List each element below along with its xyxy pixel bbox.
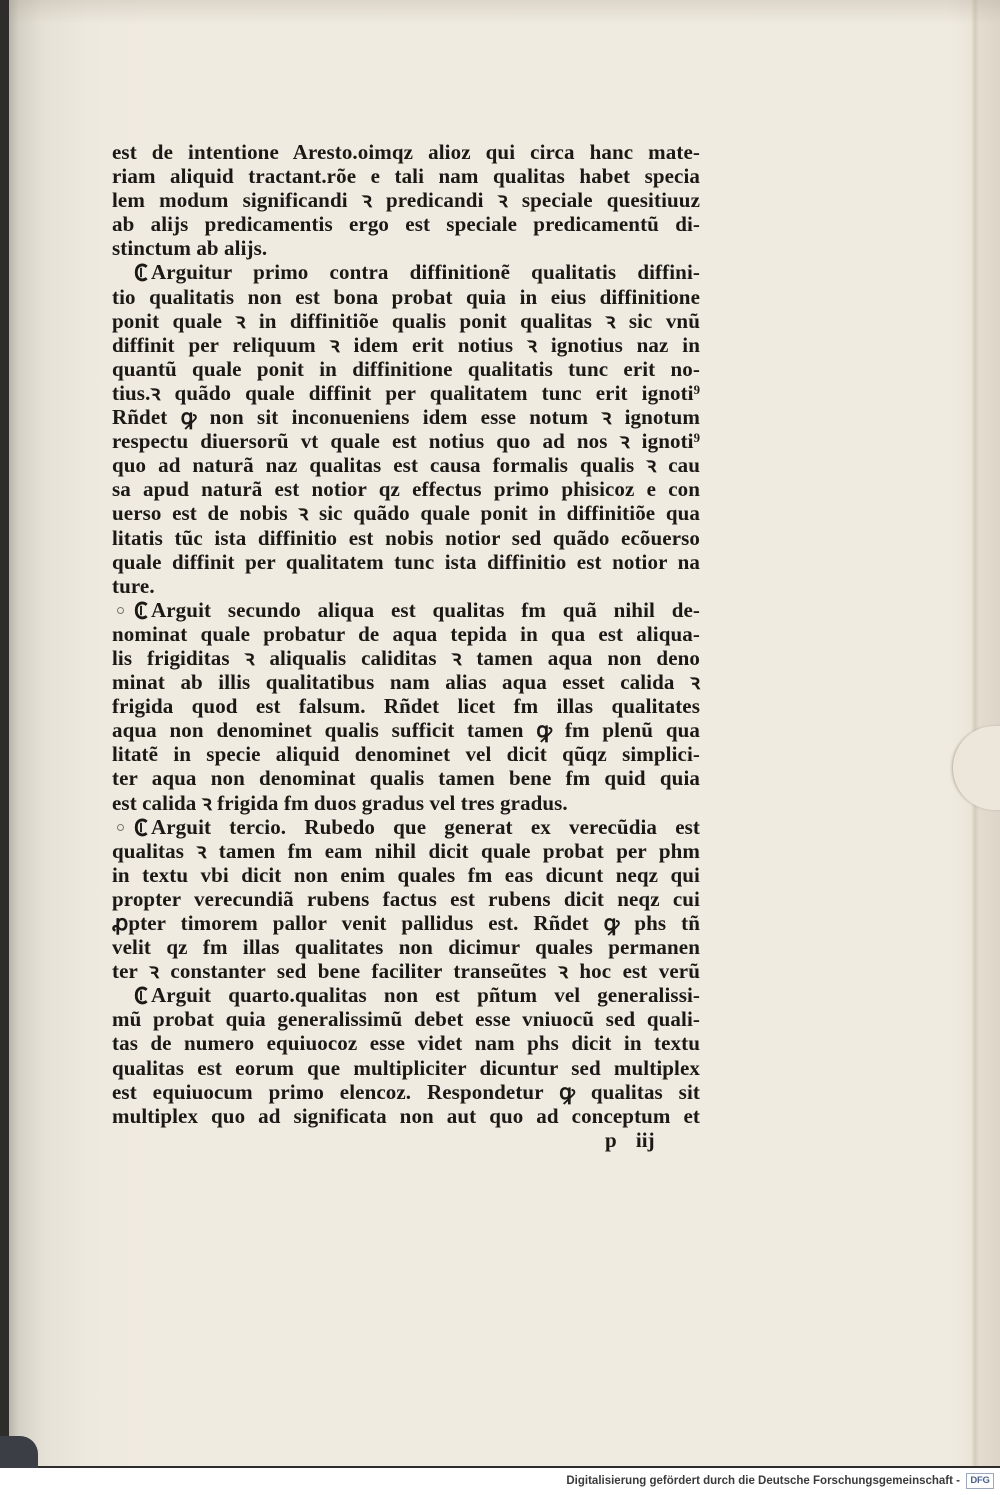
line-text: Arguit tercio. Rubedo que generat ex verecũdia est xyxy=(151,814,700,839)
line-text: est calida ꝛ frigida fm duos gradus vel tres gradus. xyxy=(112,790,568,815)
line-text: diffinit per reliquum ꝛ idem erit notius ꝛ ignotius naz in xyxy=(112,332,700,357)
line-text: multiplex quo ad significata non aut quo ad conceptum et xyxy=(112,1103,700,1128)
text-line xyxy=(112,164,700,188)
text-line xyxy=(112,309,700,333)
line-text: frigida quod est falsum. Rñdet licet fm illas qualitates xyxy=(112,694,700,719)
line-text: propter verecundiã rubens factus est rubens dicit neqz cui xyxy=(112,886,700,911)
line-text: tas de numero equiuocoz esse videt nam phs dicit in textu xyxy=(112,1031,700,1056)
text-line xyxy=(112,453,700,477)
text-line xyxy=(112,501,700,525)
text-line xyxy=(112,405,700,429)
text-line xyxy=(112,766,700,790)
capitulum-icon xyxy=(133,818,149,837)
capitulum-icon xyxy=(133,986,149,1005)
footer-bar xyxy=(0,1468,1000,1495)
text-line xyxy=(112,983,700,1007)
line-text: ꝓpter timorem pallor venit pallidus est. Rñdet ꝙ phs tñ xyxy=(112,911,700,935)
funding-credit: Digitalisierung gefördert durch die Deutsche Forschungsgemeinschaft - xyxy=(566,1475,960,1487)
dfg-logo: DFG xyxy=(966,1473,994,1489)
line-text: Arguit quarto.qualitas non est pñtum vel generalissi- xyxy=(151,983,700,1008)
line-text: litatẽ in specie aliquid denominet vel dicit qũqz simplici- xyxy=(112,742,700,767)
page-text-block xyxy=(112,140,700,1128)
text-line xyxy=(112,1007,700,1031)
line-text: in textu vbi dicit non enim quales fm eas dicunt neqz qui xyxy=(112,862,700,887)
line-text: tio qualitatis non est bona probat quia in eius diffinitione xyxy=(112,284,700,309)
text-line xyxy=(112,477,700,501)
line-text: uerso est de nobis ꝛ sic quãdo quale ponit in diffinitiõe qua xyxy=(112,501,700,526)
text-line xyxy=(112,911,700,935)
text-line xyxy=(112,333,700,357)
capitulum-icon xyxy=(133,263,149,282)
margin-mark xyxy=(117,824,124,831)
text-line xyxy=(112,670,700,694)
text-line xyxy=(112,285,700,309)
line-text: lis frigiditas ꝛ aliqualis caliditas ꝛ tamen aqua non deno xyxy=(112,645,700,670)
text-line xyxy=(112,381,700,405)
line-text: tius.ꝛ quãdo quale diffinit per qualitatem tunc erit ignoti⁹ xyxy=(112,380,700,405)
capitulum-icon xyxy=(133,601,149,620)
text-line xyxy=(112,622,700,646)
text-line xyxy=(112,1031,700,1055)
line-text: qualitas est eorum que multipliciter dicuntur sed multiplex xyxy=(112,1055,700,1080)
text-line xyxy=(112,839,700,863)
line-text: ter aqua non denominat qualis tamen bene fm quid quia xyxy=(112,766,700,791)
text-line xyxy=(112,260,700,284)
text-line xyxy=(112,357,700,381)
text-line xyxy=(112,429,700,453)
line-text: litatis tũc ista diffinitio est nobis notior sed quãdo ecõuerso xyxy=(112,525,700,550)
line-text: quale diffinit per qualitatem tunc ista diffinitio est notior na xyxy=(112,549,700,574)
text-line xyxy=(112,526,700,550)
text-line xyxy=(112,742,700,766)
text-line xyxy=(112,140,700,164)
line-text: stinctum ab alijs. xyxy=(112,236,268,261)
text-line xyxy=(112,935,700,959)
line-text: respectu diuersorũ vt quale est notius quo ad nos ꝛ ignoti⁹ xyxy=(112,429,700,454)
line-text: mũ probat quia generalissimũ debet esse vniuocũ sed quali- xyxy=(112,1007,700,1032)
text-line xyxy=(112,236,700,260)
line-text: ter ꝛ constanter sed bene faciliter transeũtes ꝛ hoc est verũ xyxy=(112,959,700,984)
text-line xyxy=(112,598,700,622)
line-text: est equiuocum primo elencoz. Respondetur ꝙ qualitas sit xyxy=(112,1079,700,1104)
text-line xyxy=(112,646,700,670)
line-text: nominat quale probatur de aqua tepida in qua est aliqua- xyxy=(112,621,700,646)
line-text: riam aliquid tractant.rõe e tali nam qualitas habet specia xyxy=(112,164,700,189)
line-text: ture. xyxy=(112,573,155,598)
text-line xyxy=(112,863,700,887)
text-line xyxy=(112,694,700,718)
text-line xyxy=(112,791,700,815)
line-text: Arguit secundo aliqua est qualitas fm quã nihil de- xyxy=(151,597,700,622)
text-line xyxy=(112,815,700,839)
line-text: ponit quale ꝛ in diffinitiõe qualis ponit qualitas ꝛ sic vnũ xyxy=(112,308,700,333)
text-line xyxy=(112,959,700,983)
line-text: lem modum significandi ꝛ predicandi ꝛ speciale quesitiuuz xyxy=(112,188,700,213)
text-line xyxy=(112,550,700,574)
text-line xyxy=(112,718,700,742)
binding-corner xyxy=(0,1436,38,1468)
text-line xyxy=(112,1104,700,1128)
line-text: velit qz fm illas qualitates non dicimur quales permanen xyxy=(112,935,700,960)
line-text: qualitas ꝛ tamen fm eam nihil dicit quale probat per phm xyxy=(112,838,700,863)
page-top-shadow xyxy=(9,0,1000,24)
line-text: quantũ quale ponit in diffinitione qualitatis tunc erit no- xyxy=(112,356,700,381)
text-line xyxy=(112,574,700,598)
line-text: sa apud naturã est notior qz effectus primo phisicoz e con xyxy=(112,477,700,502)
line-text: quo ad naturã naz qualitas est causa formalis qualis ꝛ cau xyxy=(112,453,700,478)
text-line xyxy=(112,188,700,212)
line-text: ab alijs predicamentis ergo est speciale predicamentũ di- xyxy=(112,212,700,237)
margin-mark xyxy=(117,607,124,614)
text-line xyxy=(112,1056,700,1080)
line-text: minat ab illis qualitatibus nam alias aqua esset calida ꝛ xyxy=(112,670,700,695)
text-line xyxy=(112,1080,700,1104)
line-text: aqua non denominet qualis sufficit tamen ꝙ fm plenũ qua xyxy=(112,718,700,743)
text-line xyxy=(112,212,700,236)
line-text: Rñdet ꝙ non sit inconueniens idem esse notum ꝛ ignotum xyxy=(112,405,700,430)
signature-mark: p iij xyxy=(605,1128,655,1152)
line-text: Arguitur primo contra diffinitionẽ qualitatis diffini- xyxy=(151,260,700,285)
text-line xyxy=(112,887,700,911)
line-text: est de intentione Aresto.oimqz alioz qui circa hanc mate- xyxy=(112,140,700,164)
